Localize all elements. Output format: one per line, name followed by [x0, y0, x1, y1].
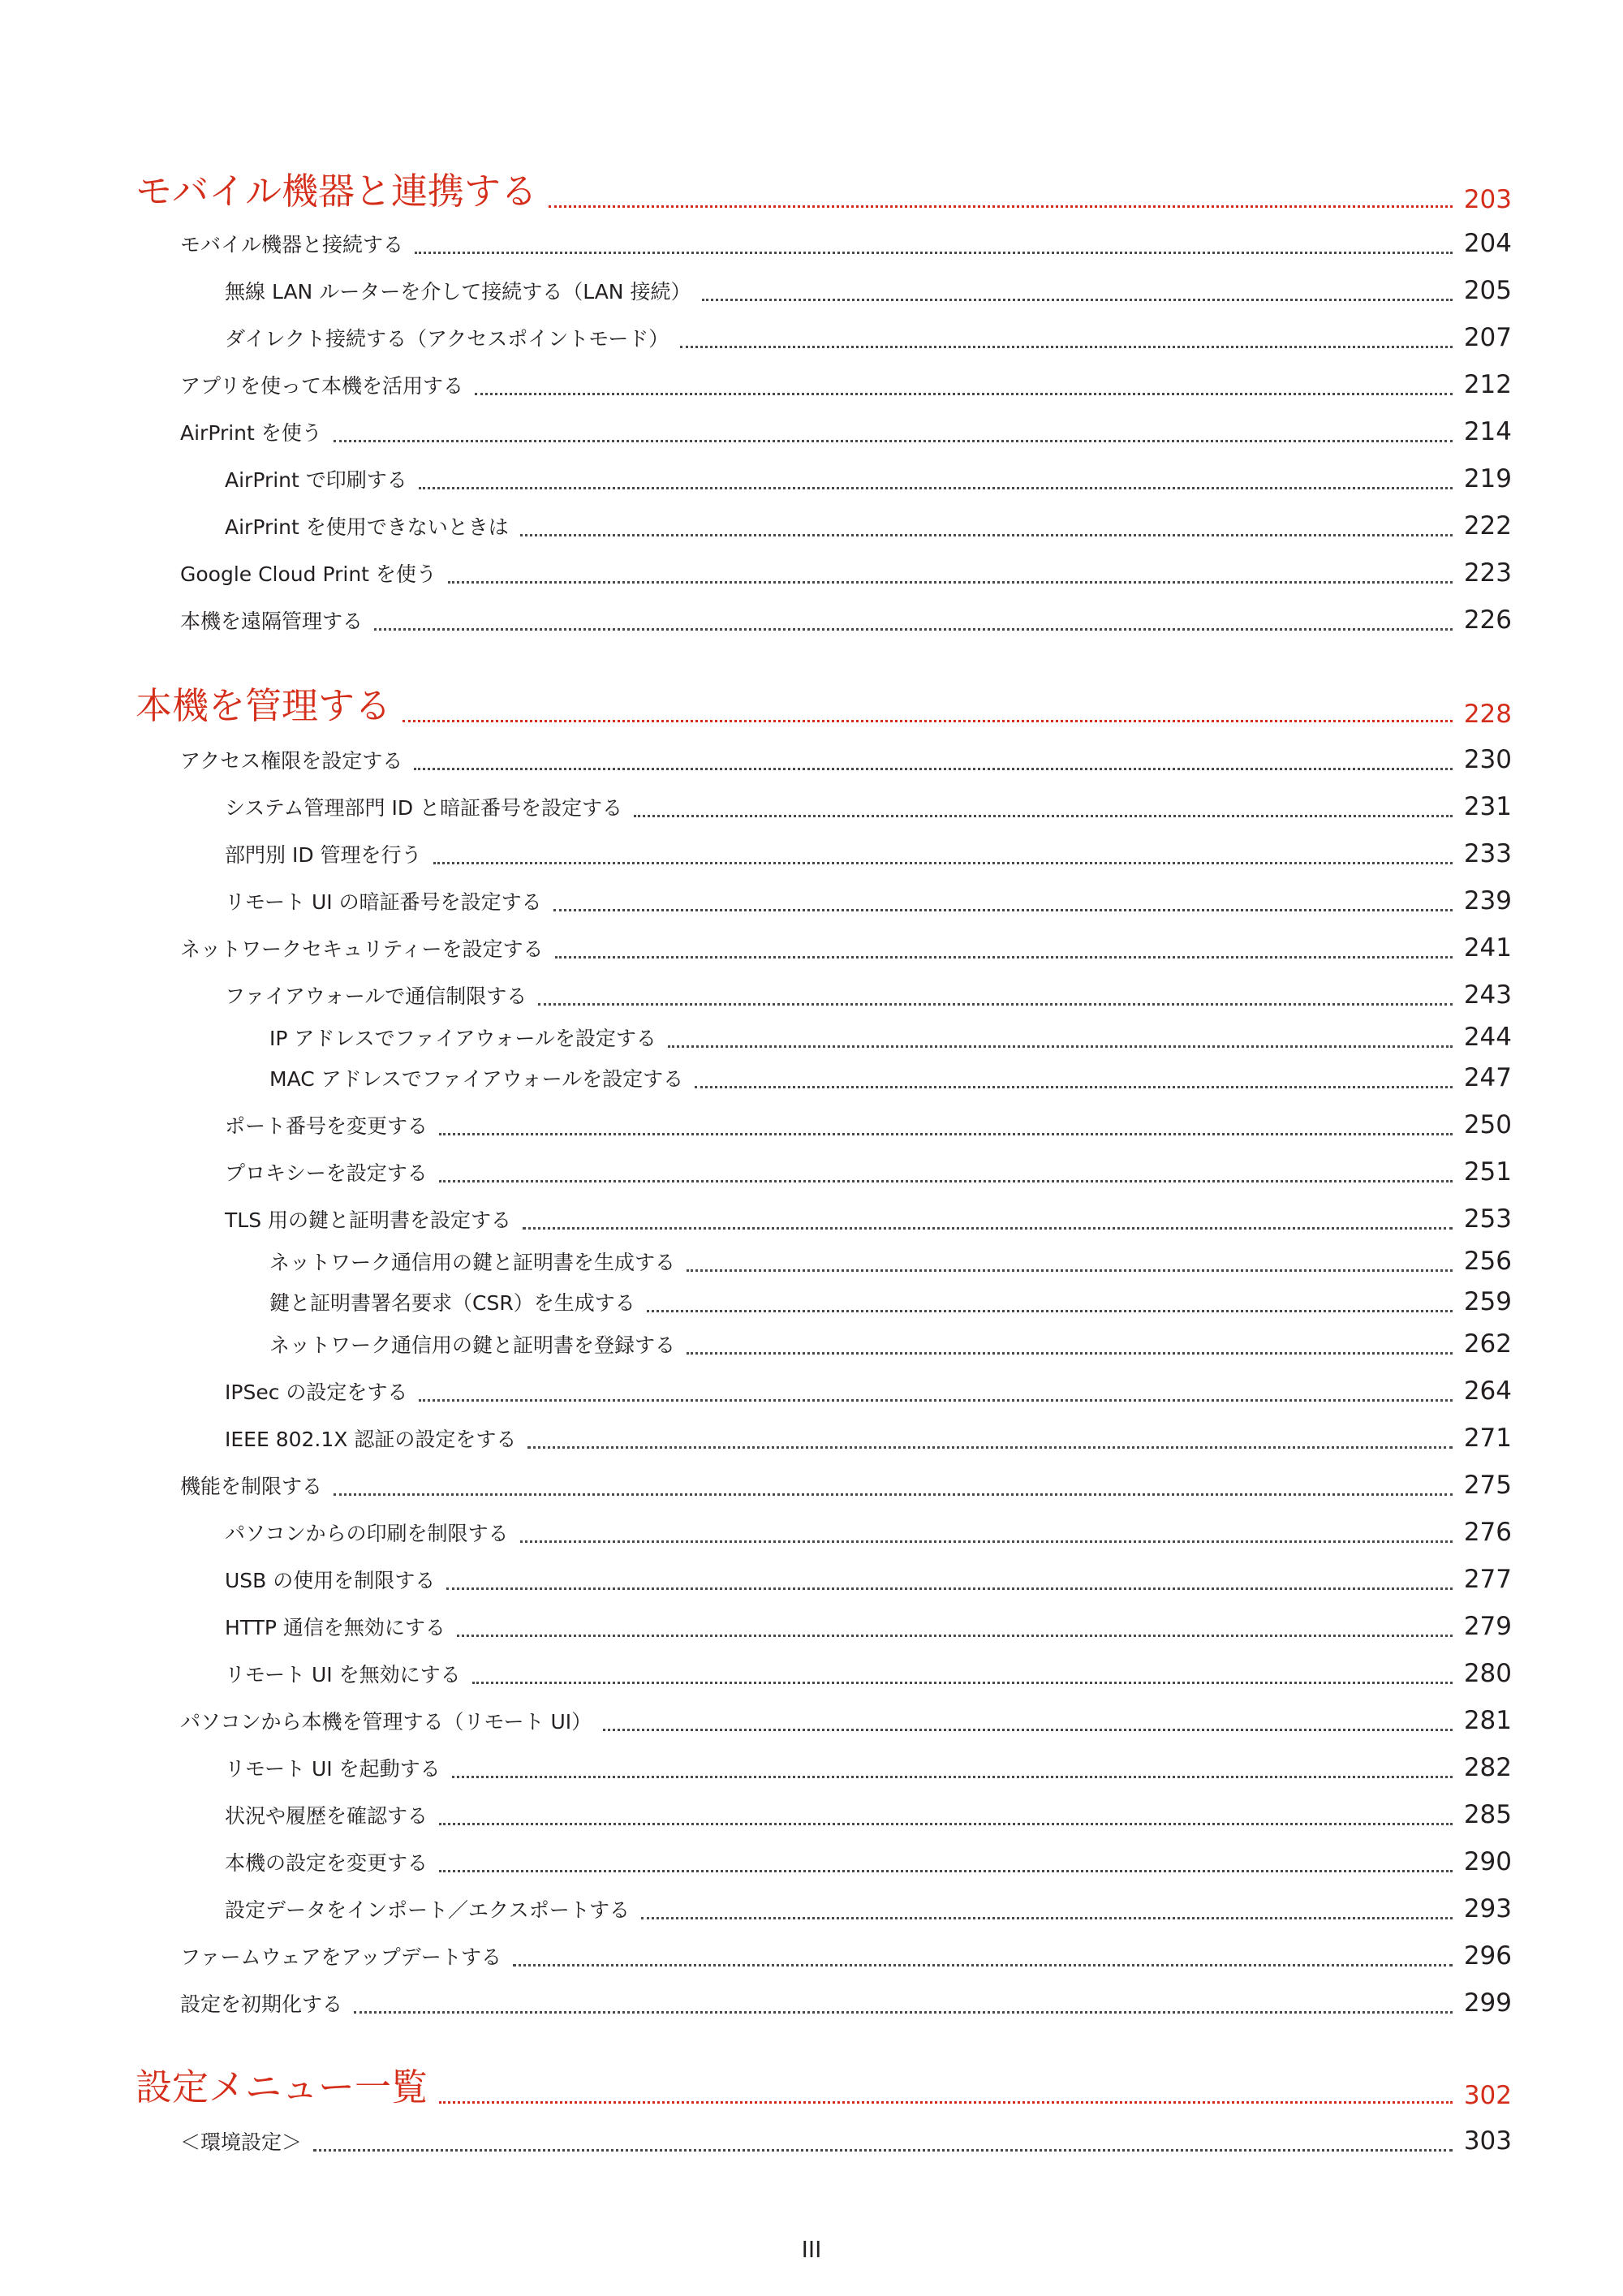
toc-entry-page: 214 [1463, 417, 1512, 446]
toc-entry-title: ファームウェアをアップデートする [180, 1945, 502, 1969]
toc-entry-title: システム管理部門 ID と暗証番号を設定する [225, 796, 623, 820]
toc-entry-page: 241 [1463, 933, 1512, 963]
dot-leader [374, 628, 1453, 631]
dot-leader [439, 1180, 1453, 1182]
toc-entry-title: 状況や履歴を確認する [225, 1804, 428, 1828]
toc-entry-title: 設定メニュー一覧 [136, 2066, 428, 2109]
toc-entry-page: 299 [1463, 1988, 1512, 2018]
toc-entry[interactable] [180, 1698, 1512, 1738]
dot-leader [414, 768, 1453, 770]
dot-leader [634, 815, 1453, 817]
toc-entry-page: 279 [1463, 1612, 1512, 1641]
dot-leader [687, 1269, 1453, 1272]
toc-entry[interactable] [225, 456, 1512, 497]
toc-entry-page: 275 [1463, 1471, 1512, 1500]
toc-entry-page: 205 [1463, 276, 1512, 305]
dot-leader [439, 2101, 1453, 2104]
toc-entry-page: 302 [1463, 2081, 1512, 2110]
toc-entry-page: 243 [1463, 980, 1512, 1010]
toc-entry-title: 本機を遠隔管理する [180, 610, 364, 633]
toc-entry-page: 231 [1463, 792, 1512, 821]
dot-leader [702, 299, 1452, 301]
dot-leader [439, 1133, 1453, 1135]
dot-leader [439, 1823, 1453, 1825]
toc-entry[interactable] [180, 597, 1512, 638]
toc-entry[interactable] [180, 550, 1512, 591]
toc-entry[interactable] [269, 1321, 1512, 1362]
toc-entry-title: USB の使用を制限する [225, 1569, 436, 1592]
dot-leader [520, 534, 1453, 536]
toc-entry-title: 機能を制限する [180, 1475, 323, 1498]
toc-entry[interactable] [180, 362, 1512, 403]
toc-entry-page: 259 [1463, 1287, 1512, 1316]
toc-entry-title: ダイレクト接続する（アクセスポイントモード） [225, 327, 669, 351]
dot-leader [603, 1729, 1453, 1731]
toc-entry[interactable] [225, 1415, 1512, 1456]
toc-entry[interactable] [225, 784, 1512, 825]
toc-entry-page: 228 [1463, 700, 1512, 729]
toc-entry-page: 219 [1463, 464, 1512, 493]
dot-leader [668, 1045, 1453, 1048]
toc-entry-title: リモート UI を無効にする [225, 1663, 461, 1686]
toc-entry-title: 設定を初期化する [180, 1992, 343, 2016]
dot-leader [403, 720, 1453, 722]
toc-entry-page: 230 [1463, 745, 1512, 774]
toc-entry-title: ポート番号を変更する [225, 1114, 428, 1138]
toc-entry-page: 280 [1463, 1659, 1512, 1688]
dot-leader [472, 1682, 1453, 1684]
dot-leader [687, 1352, 1453, 1355]
toc-entry-page: 203 [1463, 185, 1512, 214]
toc-entry-page: 207 [1463, 323, 1512, 352]
toc-entry-page: 282 [1463, 1753, 1512, 1782]
toc-entry-title: ＜環境設定＞ [180, 2130, 303, 2154]
toc-entry-title: AirPrint を使用できないときは [225, 515, 509, 539]
toc-entry-title: AirPrint で印刷する [225, 468, 407, 492]
toc-entry-page: 277 [1463, 1565, 1512, 1594]
toc-chapter-entry[interactable] [136, 680, 1512, 732]
toc-entry[interactable] [225, 1604, 1512, 1644]
toc-entry-title: アプリを使って本機を活用する [180, 374, 464, 398]
toc-entry[interactable] [180, 1980, 1512, 2021]
toc-entry-title: ネットワーク通信用の鍵と証明書を生成する [269, 1251, 676, 1274]
dot-leader [680, 346, 1453, 348]
toc-chapter-entry[interactable] [136, 166, 1512, 218]
toc-entry[interactable] [225, 315, 1512, 355]
toc-entry-page: 296 [1463, 1941, 1512, 1971]
toc-entry-title: リモート UI を起動する [225, 1757, 441, 1781]
dot-leader [419, 487, 1453, 489]
toc-entry[interactable] [225, 1102, 1512, 1143]
toc-entry[interactable] [180, 925, 1512, 966]
toc-entry-page: 285 [1463, 1800, 1512, 1829]
toc-entry-title: 無線 LAN ルーターを介して接続する（LAN 接続） [225, 280, 691, 304]
toc-entry-title: ネットワークセキュリティーを設定する [180, 937, 544, 961]
toc-entry-title: IP アドレスでファイアウォールを設定する [269, 1027, 657, 1050]
dot-leader [354, 2011, 1453, 2014]
dot-leader [457, 1635, 1453, 1637]
dot-leader [553, 909, 1453, 911]
dot-leader [313, 2149, 1453, 2152]
toc-entry-title: 鍵と証明書署名要求（CSR）を生成する [269, 1291, 635, 1315]
dot-leader [475, 393, 1453, 395]
dot-leader [513, 1964, 1453, 1966]
toc-entry-title: 設定データをインポート／エクスポートする [225, 1898, 631, 1922]
toc-entry-page: 204 [1463, 229, 1512, 258]
dot-leader [520, 1540, 1453, 1543]
toc-entry-title: Google Cloud Print を使う [180, 562, 437, 586]
dot-leader [433, 862, 1453, 864]
toc-entry-page: 226 [1463, 605, 1512, 635]
toc-entry[interactable] [180, 737, 1512, 778]
toc-entry[interactable] [225, 1792, 1512, 1833]
toc-entry-title: AirPrint を使う [180, 421, 322, 445]
toc-entry-page: 233 [1463, 839, 1512, 868]
toc-entry-title: リモート UI の暗証番号を設定する [225, 890, 542, 914]
toc-entry[interactable] [225, 1886, 1512, 1927]
toc-entry[interactable] [269, 1055, 1512, 1096]
toc-entry[interactable] [225, 831, 1512, 872]
toc-entry-title: 本機の設定を変更する [225, 1851, 428, 1875]
toc-entry-page: 293 [1463, 1894, 1512, 1923]
dot-leader [415, 252, 1453, 254]
dot-leader [446, 1587, 1453, 1590]
toc-entry-page: 239 [1463, 886, 1512, 915]
toc-entry[interactable] [225, 1745, 1512, 1786]
toc-entry-page: 251 [1463, 1157, 1512, 1187]
dot-leader [448, 581, 1453, 584]
dot-leader [419, 1399, 1452, 1402]
toc-entry-page: 271 [1463, 1424, 1512, 1453]
toc-entry-page: 303 [1463, 2126, 1512, 2156]
toc-entry-page: 290 [1463, 1847, 1512, 1876]
toc-entry[interactable] [225, 1368, 1512, 1409]
dot-leader [647, 1310, 1453, 1312]
toc-entry-page: 253 [1463, 1204, 1512, 1234]
toc-entry-title: IPSec の設定をする [225, 1381, 408, 1404]
toc-entry-page: 250 [1463, 1110, 1512, 1139]
toc-entry[interactable] [180, 1462, 1512, 1503]
toc-entry[interactable] [180, 221, 1512, 261]
dot-leader [334, 440, 1453, 442]
toc-entry-page: 244 [1463, 1023, 1512, 1052]
dot-leader [549, 205, 1453, 208]
toc-entry[interactable] [180, 1933, 1512, 1974]
toc-entry[interactable] [180, 2118, 1512, 2159]
toc-entry-title: IEEE 802.1X 認証の設定をする [225, 1428, 517, 1451]
toc-entry[interactable] [269, 1014, 1512, 1055]
dot-leader [523, 1227, 1453, 1230]
toc-entry[interactable] [225, 1196, 1512, 1237]
toc-entry-title: 部門別 ID 管理を行う [225, 843, 422, 867]
toc-entry[interactable] [225, 1557, 1512, 1597]
toc-entry-title: TLS 用の鍵と証明書を設定する [225, 1208, 512, 1232]
toc-entry[interactable] [225, 268, 1512, 308]
toc-chapter-entry[interactable] [136, 2061, 1512, 2113]
toc-entry-title: 本機を管理する [136, 684, 392, 727]
toc-entry-title: ネットワーク通信用の鍵と証明書を登録する [269, 1333, 676, 1357]
toc-entry-page: 247 [1463, 1063, 1512, 1092]
toc-entry[interactable] [225, 972, 1512, 1013]
toc-entry-title: アクセス権限を設定する [180, 749, 403, 773]
toc-entry-page: 222 [1463, 511, 1512, 541]
toc-entry-title: モバイル機器と連携する [136, 170, 538, 213]
toc-entry[interactable] [225, 503, 1512, 544]
dot-leader [334, 1493, 1453, 1496]
dot-leader [452, 1776, 1453, 1778]
dot-leader [695, 1086, 1453, 1088]
toc-entry[interactable] [225, 1651, 1512, 1691]
toc-entry-page: 264 [1463, 1376, 1512, 1406]
toc-entry-title: プロキシーを設定する [225, 1161, 428, 1185]
toc-entry-title: パソコンから本機を管理する（リモート UI） [180, 1710, 592, 1734]
dot-leader [641, 1917, 1453, 1919]
toc-entry[interactable] [225, 878, 1512, 919]
toc-entry-page: 262 [1463, 1329, 1512, 1359]
toc-entry-title: パソコンからの印刷を制限する [225, 1522, 509, 1545]
toc-entry-title: HTTP 通信を無効にする [225, 1616, 446, 1639]
page-number: III [801, 2236, 822, 2263]
dot-leader [538, 1003, 1453, 1006]
dot-leader [527, 1446, 1452, 1449]
toc-entry[interactable] [269, 1238, 1512, 1279]
toc-entry-title: モバイル機器と接続する [180, 233, 404, 256]
toc-entry[interactable] [269, 1279, 1512, 1320]
toc-entry-page: 256 [1463, 1247, 1512, 1276]
toc-entry[interactable] [225, 1839, 1512, 1880]
toc-entry[interactable] [225, 1510, 1512, 1550]
toc-entry-title: MAC アドレスでファイアウォールを設定する [269, 1067, 684, 1091]
toc-entry-page: 281 [1463, 1706, 1512, 1735]
dot-leader [555, 956, 1453, 958]
toc-entry-title: ファイアウォールで通信制限する [225, 984, 527, 1008]
toc-entry[interactable] [180, 409, 1512, 450]
toc-entry-page: 223 [1463, 558, 1512, 588]
toc-entry-page: 276 [1463, 1518, 1512, 1547]
toc-entry-page: 212 [1463, 370, 1512, 399]
dot-leader [439, 1870, 1453, 1872]
toc-entry[interactable] [225, 1149, 1512, 1190]
